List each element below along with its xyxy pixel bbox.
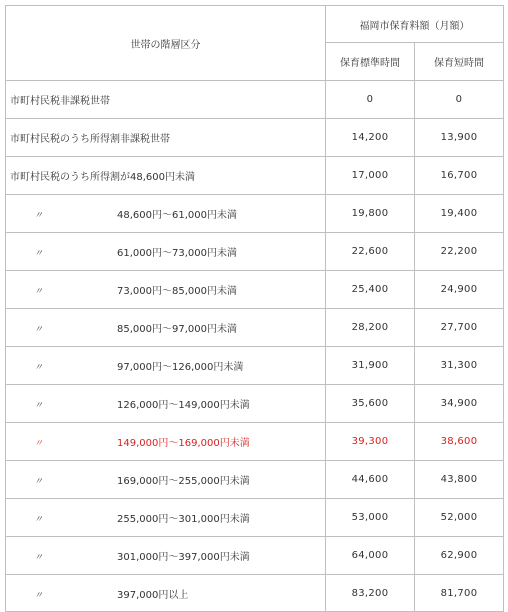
standard-fee-cell: 22,600 <box>326 233 415 271</box>
short-fee-cell: 31,300 <box>415 347 504 385</box>
short-fee-cell: 22,200 <box>415 233 504 271</box>
table-row <box>6 309 504 347</box>
short-fee-cell: 19,400 <box>415 195 504 233</box>
class-label: 市町村民税のうち所得割が48,600円未満 <box>10 172 195 183</box>
table-row-highlighted <box>6 423 504 461</box>
ditto-mark: 〃 <box>33 553 43 563</box>
short-fee-cell: 27,700 <box>415 309 504 347</box>
income-range-label: 301,000円～397,000円未満 <box>117 552 250 563</box>
table-row <box>6 233 504 271</box>
ditto-mark: 〃 <box>33 325 43 335</box>
monthly-fee-header: 福岡市保育料額（月額） <box>326 6 504 43</box>
household-class-cell <box>6 461 326 499</box>
short-fee-cell: 13,900 <box>415 119 504 157</box>
household-class-cell <box>6 309 326 347</box>
income-range-label: 73,000円～85,000円未満 <box>117 286 237 297</box>
standard-fee-cell: 31,900 <box>326 347 415 385</box>
table-row <box>6 119 504 157</box>
ditto-mark: 〃 <box>33 477 43 487</box>
income-range-label: 149,000円～169,000円未満 <box>117 438 250 449</box>
short-fee-cell: 52,000 <box>415 499 504 537</box>
standard-fee-cell: 83,200 <box>326 575 415 612</box>
ditto-mark: 〃 <box>33 401 43 411</box>
standard-fee-cell: 0 <box>326 81 415 119</box>
income-range-label: 126,000円～149,000円未満 <box>117 400 250 411</box>
standard-fee-cell: 64,000 <box>326 537 415 575</box>
short-hours-header: 保育短時間 <box>415 43 504 81</box>
household-class-cell <box>6 233 326 271</box>
income-range-label: 85,000円～97,000円未満 <box>117 324 237 335</box>
standard-fee-cell: 19,800 <box>326 195 415 233</box>
standard-fee-cell: 44,600 <box>326 461 415 499</box>
table-row <box>6 157 504 195</box>
table-row <box>6 385 504 423</box>
standard-fee-cell: 14,200 <box>326 119 415 157</box>
ditto-mark: 〃 <box>33 211 43 221</box>
ditto-mark: 〃 <box>33 515 43 525</box>
short-fee-cell: 38,600 <box>415 423 504 461</box>
ditto-mark: 〃 <box>33 249 43 259</box>
short-fee-cell: 0 <box>415 81 504 119</box>
household-class-header: 世帯の階層区分 <box>6 6 326 81</box>
short-fee-cell: 24,900 <box>415 271 504 309</box>
ditto-mark: 〃 <box>33 439 43 449</box>
income-range-label: 255,000円～301,000円未満 <box>117 514 250 525</box>
standard-hours-header: 保育標準時間 <box>326 43 415 81</box>
table-row <box>6 347 504 385</box>
household-class-cell <box>6 195 326 233</box>
table-row <box>6 271 504 309</box>
standard-fee-cell: 53,000 <box>326 499 415 537</box>
table-row <box>6 461 504 499</box>
short-fee-cell: 34,900 <box>415 385 504 423</box>
income-range-label: 48,600円～61,000円未満 <box>117 210 237 221</box>
short-fee-cell: 43,800 <box>415 461 504 499</box>
standard-fee-cell: 39,300 <box>326 423 415 461</box>
table-header <box>6 6 504 81</box>
table-row <box>6 81 504 119</box>
income-range-label: 61,000円～73,000円未満 <box>117 248 237 259</box>
class-label: 市町村民税のうち所得割非課税世帯 <box>10 134 170 145</box>
table-body <box>6 81 504 612</box>
household-class-cell <box>6 271 326 309</box>
short-fee-cell: 81,700 <box>415 575 504 612</box>
childcare-fee-table <box>5 5 504 612</box>
household-class-cell <box>6 157 326 195</box>
standard-fee-cell: 35,600 <box>326 385 415 423</box>
standard-fee-cell: 17,000 <box>326 157 415 195</box>
income-range-label: 169,000円～255,000円未満 <box>117 476 250 487</box>
household-class-cell <box>6 499 326 537</box>
household-class-cell <box>6 423 326 461</box>
table-row <box>6 195 504 233</box>
table-row <box>6 575 504 612</box>
class-label: 市町村民税非課税世帯 <box>10 96 110 107</box>
household-class-cell <box>6 119 326 157</box>
table-row <box>6 537 504 575</box>
standard-fee-cell: 25,400 <box>326 271 415 309</box>
short-fee-cell: 16,700 <box>415 157 504 195</box>
household-class-cell <box>6 81 326 119</box>
household-class-cell <box>6 385 326 423</box>
ditto-mark: 〃 <box>33 287 43 297</box>
ditto-mark: 〃 <box>33 590 43 601</box>
standard-fee-cell: 28,200 <box>326 309 415 347</box>
table-row <box>6 499 504 537</box>
household-class-cell <box>6 347 326 385</box>
short-fee-cell: 62,900 <box>415 537 504 575</box>
income-range-label: 397,000円以上 <box>117 589 189 601</box>
income-range-label: 97,000円～126,000円未満 <box>117 362 244 373</box>
household-class-cell <box>6 575 326 612</box>
household-class-cell <box>6 537 326 575</box>
ditto-mark: 〃 <box>33 363 43 373</box>
